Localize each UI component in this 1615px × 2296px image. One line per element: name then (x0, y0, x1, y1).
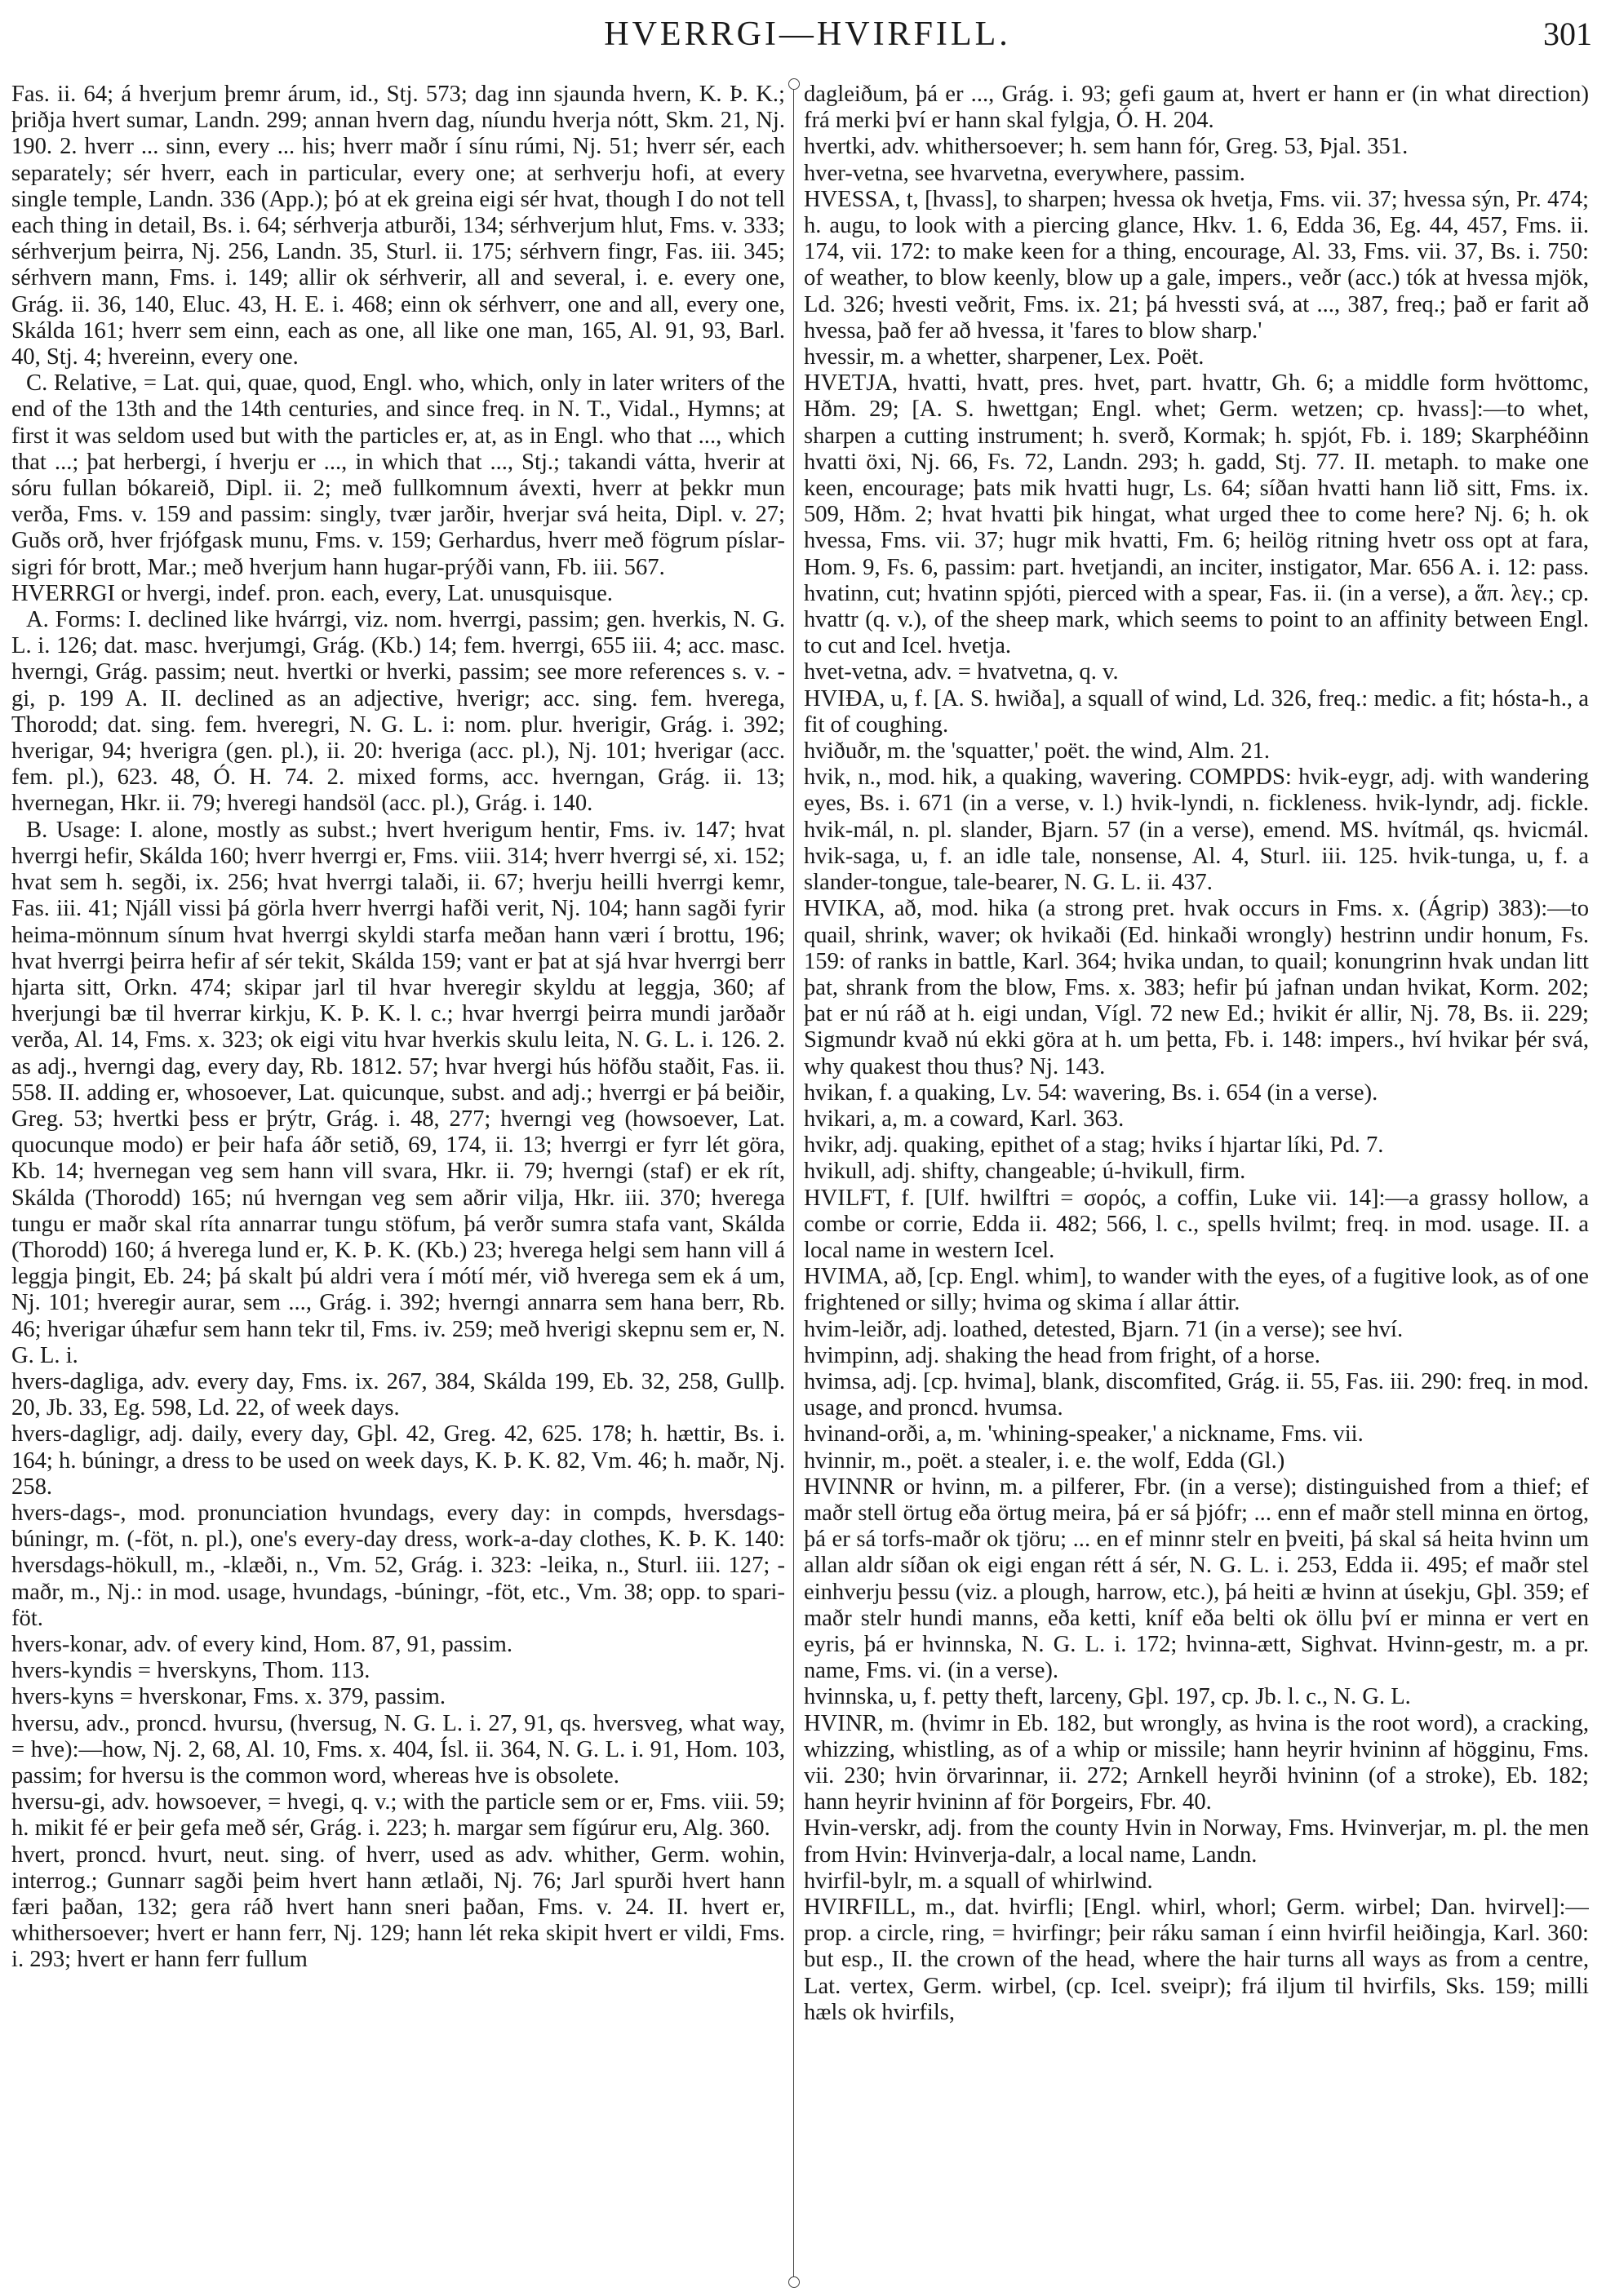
entry-hvilft: HVILFT, f. [Ulf. hwilftri = σορός, a coffin, Luke vii. 14]:—a grassy hollow, a combe or corrie, Edda ii. 482; 566, l. c., spells hvilmt; freq. in mod. usage. II. a local name in western Icel. (804, 1185, 1589, 1263)
entry-hvet-vetna: hvet-vetna, adv. = hvatvetna, q. v. (804, 659, 1119, 685)
page-number: 301 (1543, 16, 1592, 52)
entry-hvirfil-bylr: hvirfil-bylr, m. a squall of whirlwind. (804, 1868, 1153, 1894)
entry-hvers-kyns: hvers-kyns = hverskonar, Fms. x. 379, passim. (11, 1684, 446, 1710)
entry-hvima: HVIMA, að, [cp. Engl. whim], to wander with the eyes, of a fugitive look, as of one frightened or silly; hvima og skima í allar áttir. (804, 1264, 1589, 1316)
running-head: HVERRGI—HVIRFILL. (604, 16, 1011, 53)
entry-hvimpinn: hvimpinn, adj. shaking the head from fright, of a horse. (804, 1342, 1320, 1368)
divider-ornament-top (788, 78, 800, 90)
entry-hvirfill: HVIRFILL, m., dat. hvirfli; [Engl. whirl, whorl; Germ. wirbel; Dan. hvirvel]:—prop. a circle, ring, = hvirfingr; þeir ráku saman í einn hvirfil heiðingja, Karl. 360: but esp., II. the crown of the head, where the hair turns all ways as from a centre, Lat. vertex, Germ. wirbel, (cp. Icel. sveipr); frá iljum til hvirfils, Sks. 159; milli hæls ok hvirfils, (804, 1895, 1589, 2025)
divider-ornament-bottom (788, 2276, 800, 2288)
entry-hvert-cont: dagleiðum, þá er ..., Grág. i. 93; gefi gaum at, hvert er hann er (in what direction) frá merki því er hann skal fylgja, Ó. H. 204. (804, 82, 1589, 134)
entry-hvessir: hvessir, m. a whetter, sharpener, Lex. Poët. (804, 344, 1205, 370)
entry-hvers-kyndis: hvers-kyndis = hverskyns, Thom. 113. (11, 1658, 370, 1684)
entry-hvikull: hvikull, adj. shifty, changeable; ú-hvikull, firm. (804, 1159, 1246, 1185)
entry-hvers-dagliga: hvers-dagliga, adv. every day, Fms. ix. 267, 384, Skálda 199, Eb. 32, 258, Gullþ. 20, Jb. 33, Eg. 598, Ld. 22, of week days. (11, 1368, 785, 1421)
entry-hver-vetna: hver-vetna, see hvarvetna, everywhere, passim. (804, 160, 1245, 186)
entry-hvin-verskr: Hvin-verskr, adj. from the county Hvin in Norway, Fms. Hvinverjar, m. pl. the men from Hvin: Hvinverja-dalr, a local name, Landn. (804, 1815, 1589, 1868)
entry-hvers-konar: hvers-konar, adv. of every kind, Hom. 87, 91, passim. (11, 1631, 513, 1657)
entry-hvetja: HVETJA, hvatti, hvatt, pres. hvet, part. hvattr, Gh. 6; a middle form hvöttomc, Hðm. 29; [A. S. hwettgan; Engl. whet; Germ. wetzen; cp. hvass]:—to whet, sharpen a cutting instrument; h. sverð, Kormak; h. spjót, Fb. i. 189; Skarphéðinn hvatti öxi, Nj. 66, Fs. 72, Landn. 293; h. gadd, Stj. 77. II. metaph. to make one keen, encourage; þats mik hvatti hugr, Ls. 64; síðan hvatti hann lið sitt, Fms. ix. 509, Hðm. 2; hvat hvatti þik hingat, what urged thee to come here? Nj. 6; h. ok hvessa, Fms. vii. 37; hugr mik hvatti, Fm. 6; heilög ritning hvetr oss opt at fara, Hom. 9, Fs. 6, passim: part. hvetjandi, an inciter, instigator, Mar. 656 A. i. 12: pass. hvatinn, cut; hvatinn spjóti, pierced with a spear, Fas. ii. (in a verse), a ἅπ. λεγ.; cp. hvattr (q. v.), of the sheep mark, which seems to point to an affinity between Engl. to cut and Icel. hvetja. (804, 370, 1589, 659)
entry-hvikari: hvikari, a, m. a coward, Karl. 363. (804, 1106, 1125, 1132)
entry-hvinnir: hvinnir, m., poët. a stealer, i. e. the wolf, Edda (Gl.) (804, 1447, 1285, 1474)
left-column (11, 82, 785, 2285)
entry-hvessa: HVESSA, t, [hvass], to sharpen; hvessa ok hvetja, Fms. vii. 37; hvessa sýn, Pr. 474; h. augu, to look with a piercing glance, Hkv. 1. 6, Edda 36, Eg. 44, 457, Fms. ii. 174, vii. 172: to make keen for a thing, encourage, Al. 33, Fms. vii. 37, Bs. i. 750: of weather, to blow keenly, blow up a gale, impers., veðr (acc.) tók at hvessa mjök, Ld. 326; hvesti veðrit, Fms. ix. 21; þá hvessti svá, at ..., 387, freq.; það er farit að hvessa, það fer að hvessa, it 'fares to blow sharp.' (804, 186, 1589, 344)
entry-hvikr: hvikr, adj. quaking, epithet of a stag; hviks í hjartar líki, Pd. 7. (804, 1132, 1384, 1159)
entry-hversu: hversu, adv., proncd. hvursu, (hversug, N. G. L. i. 27, 91, qs. hversveg, what way, = hve):—how, Nj. 2, 68, Al. 10, Fms. x. 404, Ísl. ii. 364, N. G. L. i. 91, Hom. 103, passim; for hversu is the common word, whereas hve is obsolete. (11, 1710, 785, 1788)
entry-hvida: HVIÐA, u, f. [A. S. hwiða], a squall of wind, Ld. 326, freq.: medic. a fit; hósta-h., a fit of coughing. (804, 685, 1589, 738)
page-header (0, 15, 1615, 64)
entry-hvidudr: hviðuðr, m. the 'squatter,' poët. the wind, Alm. 21. (804, 738, 1271, 765)
entry-hverrgi: HVERRGI or hvergi, indef. pron. each, every, Lat. unusquisque. (11, 580, 613, 606)
entry-hvimsa: hvimsa, adj. [cp. hvima], blank, discomfited, Grág. ii. 55, Fas. iii. 290: freq. in mod. usage, and proncd. hvumsa. (804, 1368, 1589, 1421)
entry-hvers-dags: hvers-dags-, mod. pronunciation hvundags, every day: in compds, hversdags-búningr, m. (-föt, n. pl.), one's every-day dress, work-a-day clothes, K. Þ. K. 140: hversdags-hökull, m., -klæði, n., Vm. 52, Grág. i. 323: -leika, n., Sturl. iii. 127; -maðr, m., Nj.: in mod. usage, hvundags, -búningr, -föt, etc., Vm. 38; opp. to spari-föt. (11, 1500, 785, 1631)
entry-hvinr: HVINR, m. (hvimr in Eb. 182, but wrongly, as hvina is the root word), a cracking, whizzing, whistling, as of a whip or missile; hann heyrir hvininn af högginu, Fms. vii. 230; hvin örvarinnar, ii. 272; Arnkell heyrði hvininn (of a stroke), Eb. 182; hann heyrir hvininn af för Þorgeirs, Fbr. 40. (804, 1710, 1589, 1815)
entry-hversu-gi: hversu-gi, adv. howsoever, = hvegi, q. v.; with the particle sem or er, Fms. viii. 59; h. mikit fé er þeir gefa með sér, Grág. i. 223; h. margar sem fígúrur eru, Alg. 360. (11, 1789, 785, 1842)
entry-hvik: hvik, n., mod. hik, a quaking, wavering. COMPDS: hvik-eygr, adj. with wandering eyes, Bs. i. 671 (in a verse, v. l.) hvik-lyndi, n. fickleness. hvik-lyndr, adj. fickle. hvik-mál, n. pl. slander, Bjarn. 57 (in a verse), emend. MS. hvítmál, qs. hvicmál. hvik-saga, u, f. an idle tale, nonsense, Al. 4, Sturl. iii. 125. hvik-tunga, u, f. a slander-tongue, tale-bearer, N. G. L. ii. 437. (804, 765, 1589, 896)
right-column (804, 82, 1589, 2285)
entry-hverr-cont: Fas. ii. 64; á hverjum þremr árum, id., Stj. 573; dag inn sjaunda hvern, K. Þ. K.; þriðja hvert sumar, Landn. 299; annan hvern dag, níundu hverja nótt, Skm. 21, Nj. 190. 2. hverr ... sinn, every ... his; hverr maðr í sínu rúmi, Nj. 51; hverr sér, each separately; sér hverr, each in particular, every one; at serhverju hofi, at every single temple, Landn. 336 (App.); þó at ek greina eigi sér hvat, though I do not tell each thing in detail, Bs. i. 64; sérhverja atburði, 134; sérhverjum hlut, Fms. v. 333; sérhverjum þeirra, Nj. 256, Landn. 35, Sturl. ii. 175; sérhvern fingr, Fas. iii. 345; sérhvern mann, Fms. i. 149; allir ok sérhverir, all and several, i. e. every one, Grág. ii. 36, 140, Eluc. 43, H. E. i. 468; einn ok sérhverr, one and all, every one, Skálda 161; hverr sem einn, each as one, all like one man, 165, Al. 91, 93, Barl. 40, Stj. 4; hvereinn, every one. (11, 82, 785, 370)
entry-hvika: HVIKA, að, mod. hika (a strong pret. hvak occurs in Fms. x. (Ágrip) 383):—to quail, shrink, waver; ok hvikaði (Ed. hinkaði wrongly) hestrinn undir honum, Fs. 159: of ranks in battle, Karl. 364; hvika undan, to quail; konungrinn hvak undan litt þat, shrank from the blow, Fms. x. 383; hefir þú jafnan undan hvikat, Korm. 202; þat er nú ráð at h. eigi undan, Vígl. 72 new Ed.; hvikit ér allir, Nj. 78, Bs. ii. 229; Sigmundr kvað nú ekki göra at h. um þetta, Fb. i. 148: impers., hví hvikar þér svá, why quakest thou thus? Nj. 143. (804, 896, 1589, 1079)
entry-hverrgi-usage: B. Usage: I. alone, mostly as subst.; hvert hverigum hentir, Fms. iv. 147; hvat hverrgi hefir, Skálda 160; hverr hverrgi er, Fms. viii. 314; hverr hverrgi sé, xi. 152; hvat sem h. segði, ix. 256; hvat hverrgi talaði, ii. 67; hverju heilli hverrgi kemr, Fas. iii. 41; Njáll vissi þá görla hverr hverrgi hafði verit, Nj. 104; hann sagði fyrir heima-mönnum sínum hvat hverrgi skyldi starfa meðan hann væri í brottu, 196; hvat hverrgi þeirra hefir af sér tekit, Skálda 159; vant er þat at sjá hvar hverrgi berr hjarta sitt, Orkn. 474; skipar jarl til hvar hveregir skyldu at leggja, 360; af hverjungi bæ til hverrar kirkju, K. Þ. K. l. c.; hvar hverrgi þeirra mundi jarðaðr verða, Al. 14, Fms. x. 323; ok eigi vitu hvar hverkis skulu leita, N. G. L. i. 126. 2. as adj., hverngi dag, every day, Rb. 1812. 57; hvar hvergi hús höfðu staðit, Fas. ii. 558. II. adding er, whosoever, Lat. quicunque, subst. and adj.; hverrgi er þá beiðir, Greg. 53; hvertki þess er þrýtr, Grág. i. 48, 277; hverngi veg (howsoever, Lat. quocunque modo) er þeir hafa áðr setið, 69, 174, ii. 13; hverrgi er fyrr lét göra, Kb. 14; hvernegan veg sem hann vill svara, Hkr. ii. 79; hverngi (staf) er ek rít, Skálda (Thorodd) 165; nú hverngan veg sem aðrir vilja, Hkr. iii. 370; hverega tungu er maðr skal ríta annarrar tungu stöfum, þá verðr sumra stafa vant, Skálda (Thorodd) 160; á hverega lund er, K. Þ. K. (Kb.) 23; hverega helgi sem hann vill á leggja þingit, Eb. 24; þá skalt þú aldri vera í mótí mér, við hverega sem ek á um, Nj. 101; hveregir aurar, sem ..., Grág. i. 392; hverngi annarra sem hana berr, Rb. 46; hverigar úhæfur sem hann tekr til, Fms. iv. 259; með hverigi skepnu sem er, N. G. L. i. (11, 817, 785, 1368)
entry-hvertki: hvertki, adv. whithersoever; h. sem hann fór, Greg. 53, Þjal. 351. (804, 134, 1409, 160)
entry-hvert: hvert, proncd. hvurt, neut. sing. of hverr, used as adv. whither, Germ. wohin, interrog.; Gunnarr sagði þeim hvert hann ætlaði, Nj. 76; Jarl spurði hvert hann færi þaðan, 132; gera ráð hvert hann sneri þaðan, Fms. v. 24. II. hvert er, whithersoever; hvert er hann ferr, Nj. 129; hann lét reka skipit hvert er vildi, Fms. i. 293; hvert er hann ferr fullum (11, 1842, 785, 1973)
entry-hvers-dagligr: hvers-dagligr, adj. daily, every day, Gþl. 42, Greg. 42, 625. 178; h. hættir, Bs. i. 164; h. búningr, a dress to be used on week days, K. Þ. K. 82, Vm. 46; h. maðr, Nj. 258. (11, 1421, 785, 1500)
entry-hvinand-ordi: hvinand-orði, a, m. 'whining-speaker,' a nickname, Fms. vii. (804, 1421, 1364, 1447)
entry-hverrgi-forms: A. Forms: I. declined like hvárrgi, viz. nom. hverrgi, passim; gen. hverkis, N. G. L. i. 126; dat. masc. hverjumgi, Grág. (Kb.) 14; fem. hverrgi, 655 iii. 4; acc. masc. hverngi, Grág. passim; neut. hvertki or hverki, passim; see more references s. v. -gi, p. 199 A. II. declined as an adjective, hverigr; acc. sing. fem. hverega, Thorodd; dat. sing. fem. hveregri, N. G. L. i: nom. plur. hverigir, Grág. i. 392; hverigar, 94; hverigra (gen. pl.), ii. 20: hveriga (acc. pl.), Nj. 101; hverigar (acc. fem. pl.), 623. 48, Ó. H. 74. 2. mixed forms, acc. hverngan, Grág. ii. 13; hvernegan, Hkr. ii. 79; hveregi handsöl (acc. pl.), Grág. i. 140. (11, 607, 785, 817)
entry-relative: C. Relative, = Lat. qui, quae, quod, Engl. who, which, only in later writers of the end of the 13th and the 14th centuries, and since freq. in N. T., Vidal., Hymns; at first it was seldom used but with the particles er, at, as in Engl. who that ..., which that ...; þat herbergi, í hverju er ..., in which that ..., Stj.; takandi vátta, hverir at sóru fullan bókareið, Dipl. ii. 2; með fullkomnum ávexti, hverr at þekkr mun verða, Fms. v. 159 and passim: singly, tvær jarðir, hverjar svá heita, Dipl. v. 27; Guðs orð, hver frjófgask munu, Fms. v. 159; Gerhardus, hverr með fögrum píslar-sigri fór brott, Mar.; með hverjum hann hugar-prýði vann, Fb. iii. 567. (11, 370, 785, 580)
entry-hvikan: hvikan, f. a quaking, Lv. 54: wavering, Bs. i. 654 (in a verse). (804, 1079, 1378, 1106)
column-divider (793, 78, 794, 2285)
entry-hvinnska: hvinnska, u, f. petty theft, larceny, Gþl. 197, cp. Jb. l. c., N. G. L. (804, 1684, 1411, 1710)
entry-hvim-leidr: hvim-leiðr, adj. loathed, detested, Bjarn. 71 (in a verse); see hví. (804, 1316, 1404, 1342)
entry-hvinnr: HVINNR or hvinn, m. a pilferer, Fbr. (in a verse); distinguished from a thief; ef maðr stell örtug eða örtug meira, þá er sá þjófr; ... enn ef maðr stell minna en örtog, þá er sá torfs-maðr ok tjöru; ... en ef minnr stelr en þveiti, þá skal sá heita hvinn um allan aldr síðan ok eigi engan rétt á sér, N. G. L. i. 253, Edda ii. 495; ef maðr stel einhverju þessu (viz. a plough, harrow, etc.), þá heiti æ hvinn at úsekju, Gþl. 359; ef maðr stelr hundi manns, eða ketti, kníf eða belti ok öllu því er minna er vert en eyris, þá er hvinnska, N. G. L. i. 172; hvinna-ætt, Sighvat. Hvinn-gestr, m. a pr. name, Fms. vi. (in a verse). (804, 1474, 1589, 1684)
